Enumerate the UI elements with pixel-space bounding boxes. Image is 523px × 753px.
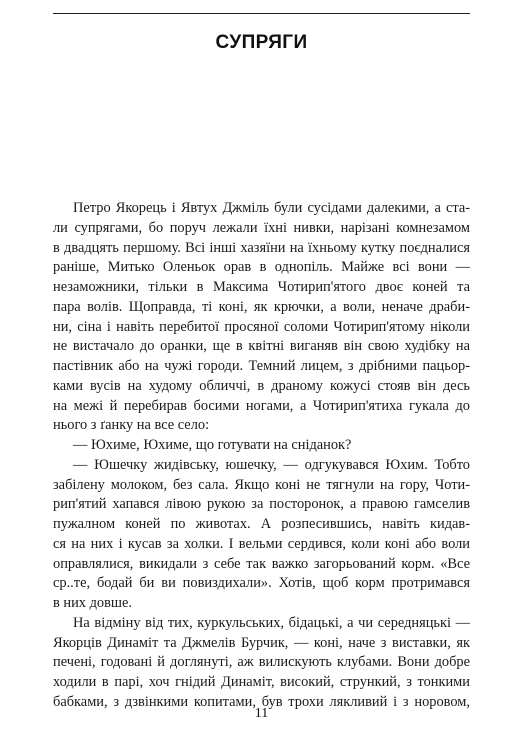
text-line: забілену молоком, без сала. Якщо коні не тягнули на гору, Чоти- xyxy=(53,476,470,493)
body-text xyxy=(53,199,470,713)
text-line: — Юшечку жидівську, юшечку, — одгукувався Юхим. Тобто xyxy=(73,456,470,473)
text-line: Петро Якорець і Явтух Джміль були сусідами далекими, а ста- xyxy=(73,200,470,216)
text-line: рип'ятий хапався лівою рукою за посторонок, а правою гамселив xyxy=(53,496,470,513)
page-number: 11 xyxy=(254,706,269,721)
text-line: ср..те, бодай би ви повиздихали». Хотів, щоб корм протримався xyxy=(53,575,470,592)
text-line: оправлялися, викидали з себе так важко загорьований корм. «Все xyxy=(53,555,470,572)
text-line: ли супрягами, бо поруч лежали їхні нивки, нарізані комнезамом xyxy=(53,219,470,236)
text-line: ходили в парі, хоч гнідий Динаміт, високий, стрункий, з тонкими xyxy=(53,674,470,690)
text-line: На відміну від тих, куркульських, бідацькі, а чи середняцькі — xyxy=(73,614,470,631)
text-line: печені, годовані й доглянуті, аж вилискують клубами. Вони добре xyxy=(53,654,470,671)
text-line: раніше, Митько Оленьок орав в однопіль. Майже всі вони — xyxy=(53,259,470,276)
text-line: в них довше. xyxy=(53,595,132,611)
text-line: незаможники, тільки в Максима Чотирип'ятого двоє коней та xyxy=(53,279,470,295)
header-rule xyxy=(53,13,470,14)
text-line: Якорців Динаміт та Джмелів Бурчик, — коні, наче з виставки, як xyxy=(53,634,470,651)
text-line: ся на них і кусав за холки. І вельми сердився, коли коні або воли xyxy=(53,535,470,552)
text-line: нього з ґанку на все село: xyxy=(53,417,210,434)
text-line: ками вусів на худому обличчі, в драному кожусі стояв він десь xyxy=(53,377,470,394)
text-line: ни, сіна і навіть перебитої просяної соломи Чотирип'ятому ніколи xyxy=(53,318,470,335)
chapter-title: СУПРЯГИ xyxy=(215,32,308,53)
text-line: пара волів. Щоправда, ті коні, як крючки, а воли, неначе драби- xyxy=(53,298,470,315)
text-line: пастівник або на чужі городи. Темний лицем, з дрібними пацьор- xyxy=(53,358,470,374)
text-line: в двадцять першому. Всі інші хазяїни на їхньому кутку поєдналися xyxy=(53,239,470,256)
text-line: не вистачало до оранки, ще в квітні виганяв він свою худібку на xyxy=(53,338,470,355)
text-line: пужалном коней по животах. А розпесившись, навіть кидав- xyxy=(53,516,470,532)
text-line: бабками, з дзвінкими копитами, був трохи лякливий і з норовом, xyxy=(53,693,470,710)
text-line: на межі й перебирав босими ногами, а Чотирип'ятиха гукала до xyxy=(53,397,470,414)
text-line: — Юхиме, Юхиме, що готувати на сніданок? xyxy=(73,437,352,453)
